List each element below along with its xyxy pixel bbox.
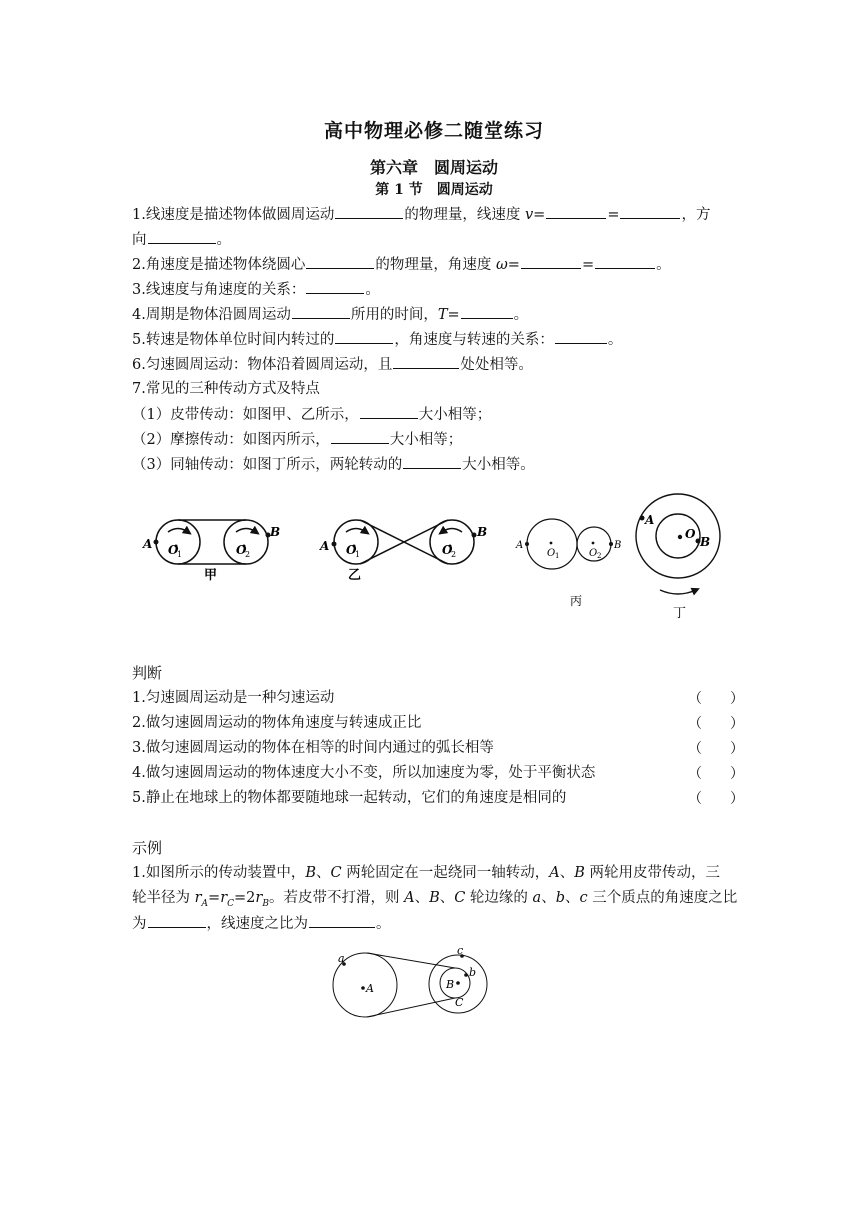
question-7-3: （3）同轴传动：如图丁所示，两轮转动的 大小相等。	[132, 454, 535, 475]
rotation-arrow	[660, 590, 696, 594]
caption-bing: 丙	[570, 594, 583, 608]
center-o2	[592, 542, 595, 545]
blank[interactable]	[521, 254, 581, 269]
label-b-center: B	[446, 978, 455, 991]
point-b	[464, 973, 468, 977]
center-a	[361, 986, 365, 990]
wheel-o1	[527, 519, 577, 569]
label-a: A	[516, 540, 524, 551]
blank[interactable]	[309, 913, 375, 928]
caption-jia: 甲	[204, 568, 218, 583]
point-a	[154, 540, 159, 545]
label-o1: O	[346, 543, 357, 557]
blank[interactable]	[335, 204, 403, 219]
blank[interactable]	[595, 254, 655, 269]
label-o: O	[685, 527, 696, 541]
example-1-line-3: 为 ，线速度之比为 。	[132, 913, 391, 934]
blank[interactable]	[306, 254, 374, 269]
center-o1	[550, 542, 553, 545]
question-7-2: （2）摩擦传动：如图丙所示， 大小相等；	[132, 429, 462, 450]
example-figure	[0, 940, 868, 1030]
figure-jia	[156, 520, 268, 564]
blank[interactable]	[292, 304, 350, 319]
caption-ding: 丁	[673, 606, 687, 621]
blank[interactable]	[331, 429, 389, 444]
blank[interactable]	[403, 454, 461, 469]
label-a: A	[143, 537, 153, 551]
question-5: 5.转速是物体单位时间内转过的 ，角速度与转速的关系： 。	[132, 329, 622, 350]
caption-yi: 乙	[348, 568, 362, 583]
rotation-arrow	[346, 529, 366, 533]
question-7: 7.常见的三种传动方式及特点	[132, 381, 320, 397]
judge-heading: 判断	[132, 664, 163, 682]
judge-item-2: 2.做匀速圆周运动的物体角速度与转速成正比	[132, 715, 422, 731]
question-7-1: （1）皮带传动：如图甲、乙所示， 大小相等；	[132, 404, 491, 425]
section-title: 第 1 节 圆周运动	[375, 182, 493, 198]
label-o2-sub: 2	[245, 550, 251, 559]
label-o1: O	[168, 543, 179, 557]
transmission-diagrams	[0, 480, 868, 630]
question-3: 3.线速度与角速度的关系： 。	[132, 279, 380, 300]
point-b	[609, 542, 613, 546]
judge-item-5: 5.静止在地球上的物体都要随地球一起转动，它们的角速度是相同的	[132, 790, 567, 806]
point-a	[332, 542, 337, 547]
example-heading: 示例	[132, 839, 163, 857]
rotation-arrow	[442, 529, 462, 533]
label-b: B	[270, 525, 281, 539]
blank[interactable]	[148, 913, 206, 928]
center-b	[456, 981, 460, 985]
question-1-line-1: 1.线速度是描述物体做圆周运动 的物理量，线速度 v= = ，方	[132, 204, 710, 225]
blank[interactable]	[148, 229, 216, 244]
label-o1-sub: 1	[555, 552, 560, 560]
label-o1-sub: 1	[355, 550, 361, 559]
point-a	[640, 516, 645, 521]
example-1-line-2: 轮半径为 $r_A=r_C=2r_B$。若皮带不打滑，则 A、B、C 轮边缘的 a、b、c 三个质点的角速度之比	[132, 890, 738, 909]
question-2: 2.角速度是描述物体绕圆心 的物理量，角速度 ω= = 。	[132, 254, 671, 275]
label-c-wheel: C	[455, 996, 464, 1009]
label-c-point: c	[457, 944, 464, 957]
point-b	[472, 533, 477, 538]
center-o	[678, 535, 682, 539]
label-b-point: b	[469, 966, 477, 979]
label-o2-sub: 2	[451, 550, 457, 559]
judge-item-1: 1.匀速圆周运动是一种匀速运动	[132, 690, 335, 706]
example-1-line-1: 1.如图所示的传动装置中，B、C 两轮固定在一起绕同一轴转动，A、B 两轮用皮带传动，三	[132, 865, 720, 881]
wheel-b	[440, 968, 470, 998]
label-b: B	[477, 525, 488, 539]
blank[interactable]	[335, 329, 393, 344]
blank[interactable]	[546, 204, 606, 219]
label-o2-sub: 2	[597, 552, 602, 560]
doc-title: 高中物理必修二随堂练习	[323, 120, 544, 142]
label-a-point: a	[338, 952, 345, 965]
judge-item-3: 3.做匀速圆周运动的物体在相等的时间内通过的弧长相等	[132, 740, 494, 756]
chapter-title: 第六章 圆周运动	[369, 158, 498, 177]
label-b: B	[700, 535, 711, 549]
label-a: A	[320, 539, 330, 553]
point-a	[525, 542, 529, 546]
rotation-arrow	[236, 529, 256, 533]
question-4: 4.周期是物体沿圆周运动 所用的时间，T= 。	[132, 304, 528, 325]
label-b: B	[614, 540, 622, 551]
label-o1: O	[547, 548, 556, 559]
question-6: 6.匀速圆周运动：物体沿着圆周运动，且 处处相等。	[132, 354, 533, 375]
blank[interactable]	[620, 204, 680, 219]
label-a: A	[645, 513, 655, 527]
label-a-center: A	[366, 982, 374, 995]
blank[interactable]	[393, 354, 459, 369]
label-o2: O	[442, 543, 453, 557]
answer-box-4[interactable]: （ ）	[688, 766, 744, 782]
judge-item-4: 4.做匀速圆周运动的物体速度大小不变，所以加速度为零，处于平衡状态	[132, 765, 596, 781]
question-1-line-2: 向 。	[132, 229, 231, 250]
answer-box-1[interactable]: （ ）	[688, 691, 744, 707]
blank[interactable]	[360, 404, 418, 419]
answer-box-3[interactable]: （ ）	[688, 741, 744, 757]
answer-box-2[interactable]: （ ）	[688, 716, 744, 732]
blank[interactable]	[555, 329, 607, 344]
label-o2: O	[236, 543, 247, 557]
rotation-arrow	[168, 529, 188, 533]
label-o1-sub: 1	[177, 550, 183, 559]
answer-box-5[interactable]: （ ）	[688, 791, 744, 807]
blank[interactable]	[306, 279, 364, 294]
label-o2: O	[589, 548, 598, 559]
blank[interactable]	[461, 304, 513, 319]
figure-bing	[527, 519, 611, 569]
